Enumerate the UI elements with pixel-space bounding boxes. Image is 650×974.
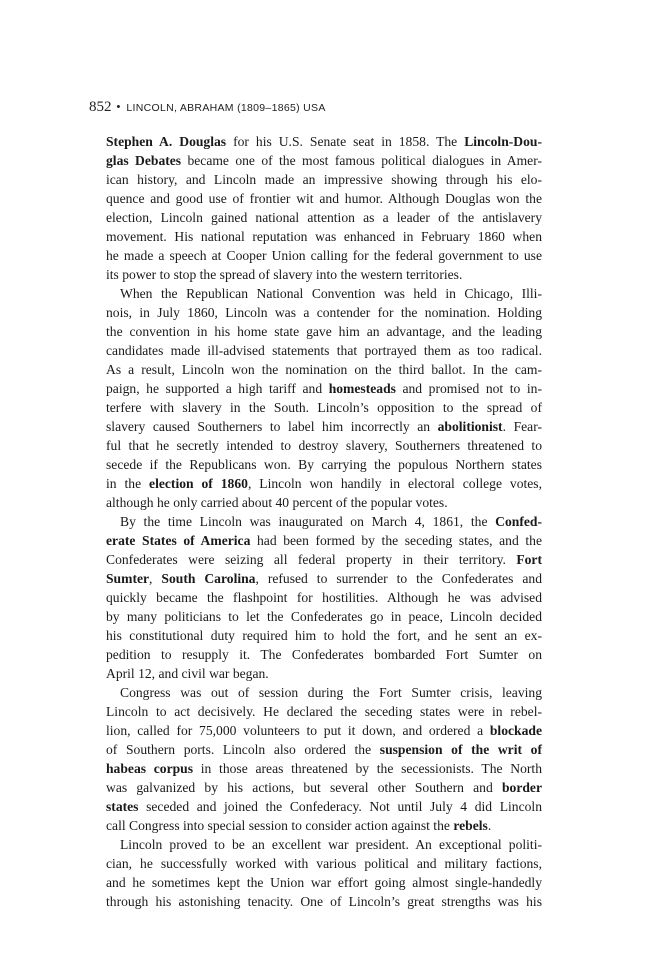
bold-term: Confed-: [495, 514, 542, 529]
text-line: [106, 455, 542, 474]
text-run: through his astonishing tenacity. One of Lincoln’s great strengths was his: [106, 894, 542, 909]
text-line: [106, 379, 542, 398]
bold-term: border: [501, 780, 542, 795]
text-run: and promised not to in-: [395, 381, 542, 396]
text-line: [106, 531, 542, 550]
text-line: [106, 778, 542, 797]
text-line: [106, 854, 542, 873]
text-run: movement. His national reputation was enhanced in February 1860 when: [106, 229, 542, 244]
text-run: Congress was out of session during the Fort Sumter crisis, leaving: [120, 685, 542, 700]
page-number: 852: [89, 99, 112, 115]
text-line: [106, 512, 542, 531]
text-run: , Lincoln won handily in electoral college votes,: [247, 476, 542, 491]
bold-term: Fort: [516, 552, 542, 567]
text-line: [106, 740, 542, 759]
body-text: [106, 132, 542, 911]
text-line: [106, 341, 542, 360]
text-line: [106, 265, 542, 284]
text-run: by many politicians to let the Confederates go in peace, Lincoln decided: [106, 609, 542, 624]
text-line: [106, 569, 542, 588]
bold-term: states: [106, 799, 139, 814]
text-run: had been formed by the seceding states, and the: [250, 533, 542, 548]
text-run: Confederates were seizing all federal property in their territory.: [106, 552, 517, 567]
text-run: call Congress into special session to consider action against the: [106, 818, 454, 833]
text-run: and he sometimes kept the Union war effort going almost single-handedly: [106, 875, 542, 890]
text-run: candidates made ill-advised statements that portrayed them as too radical.: [106, 343, 542, 358]
text-line: [106, 588, 542, 607]
bold-term: glas Debates: [106, 153, 182, 168]
bold-term: suspension of the writ of: [379, 742, 542, 757]
text-run: Lincoln proved to be an excellent war president. An exceptional politi-: [120, 837, 542, 852]
bold-term: habeas corpus: [106, 761, 194, 776]
text-line: [106, 398, 542, 417]
text-line: [106, 303, 542, 322]
text-run: quickly became the flashpoint for hostilities. Although he was advised: [106, 590, 542, 605]
text-run: cian, he successfully worked with various political and military factions,: [106, 856, 542, 871]
text-run: When the Republican National Convention was held in Chicago, Illi-: [120, 286, 542, 301]
text-line: [106, 892, 542, 911]
text-run: lion, called for 75,000 volunteers to put it down, and ordered a: [106, 723, 490, 738]
bold-term: erate States of America: [106, 533, 251, 548]
text-run: in the: [106, 476, 150, 491]
text-line: [106, 607, 542, 626]
text-line: [106, 360, 542, 379]
text-line: [106, 436, 542, 455]
text-run: ,: [149, 571, 162, 586]
text-line: [106, 550, 542, 569]
text-run: quence and good use of frontier wit and humor. Although Douglas won the: [106, 191, 542, 206]
bold-term: election of 1860: [149, 476, 248, 491]
text-line: [106, 873, 542, 892]
text-run: nois, in July 1860, Lincoln was a contender for the nomination. Holding: [106, 305, 542, 320]
text-line: [106, 683, 542, 702]
bold-term: Sumter: [106, 571, 150, 586]
text-line: [106, 474, 542, 493]
text-run: was galvanized by his actions, but several other Southern and: [106, 780, 502, 795]
text-line: [106, 664, 542, 683]
text-run: . Fear-: [502, 419, 542, 434]
text-run: although he only carried about 40 percent of the popular votes.: [106, 495, 448, 510]
text-line: [106, 721, 542, 740]
text-run: seceded and joined the Confederacy. Not until July 4 did Lincoln: [138, 799, 542, 814]
text-line: [106, 246, 542, 265]
text-line: [106, 645, 542, 664]
text-run: April 12, and civil war began.: [106, 666, 269, 681]
text-line: [106, 835, 542, 854]
running-head-title: LINCOLN, ABRAHAM (1809–1865) USA: [126, 102, 326, 114]
bold-term: homesteads: [328, 381, 396, 396]
text-run: pedition to resupply it. The Confederates bombarded Fort Sumter on: [106, 647, 542, 662]
text-run: his constitutional duty required him to hold the fort, and he sent an ex-: [106, 628, 542, 643]
text-run: for his U.S. Senate seat in 1858. The: [226, 134, 465, 149]
text-line: [106, 170, 542, 189]
text-run: he made a speech at Cooper Union calling for the federal government to use: [106, 248, 542, 263]
text-line: [106, 626, 542, 645]
text-run: .: [487, 818, 492, 833]
text-run: became one of the most famous political dialogues in Amer-: [181, 153, 542, 168]
text-line: [106, 227, 542, 246]
text-run: its power to stop the spread of slavery into the western territories.: [106, 267, 463, 282]
bold-term: Stephen A. Douglas: [106, 134, 227, 149]
text-line: [106, 284, 542, 303]
bold-term: rebels: [453, 818, 488, 833]
text-line: [106, 151, 542, 170]
text-run: Lincoln to act decisively. He declared the seceding states were in rebel-: [106, 704, 542, 719]
text-run: ful that he secretly intended to destroy slavery, Southerners threatened to: [106, 438, 542, 453]
text-run: By the time Lincoln was inaugurated on March 4, 1861, the: [120, 514, 496, 529]
running-header: [89, 98, 326, 116]
text-run: paign, he supported a high tariff and: [106, 381, 329, 396]
text-line: [106, 493, 542, 512]
text-line: [106, 189, 542, 208]
text-run: of Southern ports. Lincoln also ordered the: [106, 742, 380, 757]
text-run: terfere with slavery in the South. Lincoln’s opposition to the spread of: [106, 400, 542, 415]
text-line: [106, 132, 542, 151]
text-run: in those areas threatened by the secessionists. The North: [193, 761, 542, 776]
bold-term: Lincoln-Dou-: [464, 134, 542, 149]
bold-term: South Carolina: [161, 571, 256, 586]
bold-term: blockade: [489, 723, 542, 738]
bold-term: abolitionist: [437, 419, 503, 434]
text-run: slavery caused Southerners to label him incorrectly an: [106, 419, 438, 434]
text-line: [106, 417, 542, 436]
text-run: As a result, Lincoln won the nomination on the third ballot. In the cam-: [106, 362, 542, 377]
text-run: election, Lincoln gained national attention as a leader of the antislavery: [106, 210, 542, 225]
text-line: [106, 816, 542, 835]
text-line: [106, 208, 542, 227]
text-run: the convention in his home state gave him an advantage, and the leading: [106, 324, 542, 339]
text-line: [106, 322, 542, 341]
text-run: secede if the Republicans won. By carrying the populous Northern states: [106, 457, 542, 472]
text-line: [106, 702, 542, 721]
text-run: ican history, and Lincoln made an impressive showing through his elo-: [106, 172, 542, 187]
text-line: [106, 797, 542, 816]
text-run: , refused to surrender to the Confederates and: [255, 571, 543, 586]
text-line: [106, 759, 542, 778]
bullet-separator: •: [116, 101, 121, 113]
